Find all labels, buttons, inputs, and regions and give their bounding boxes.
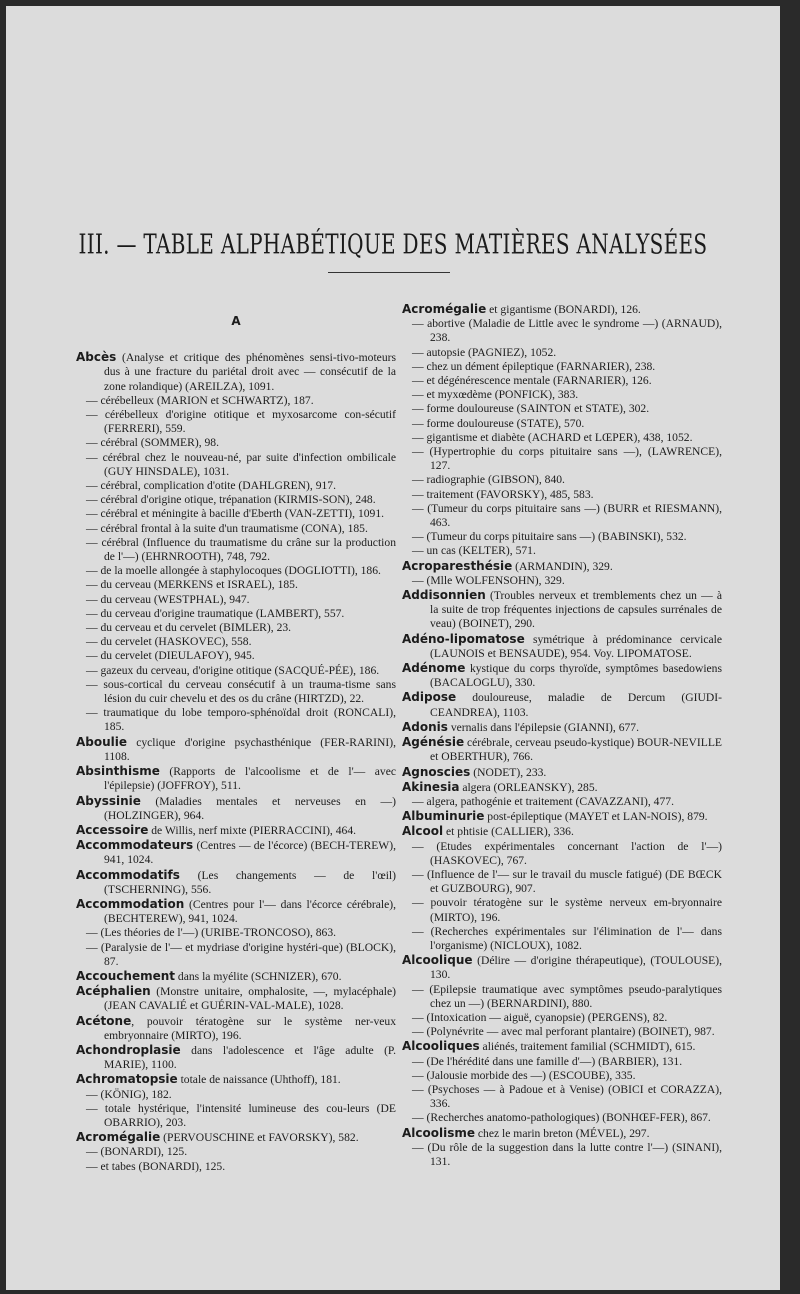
- index-entry: [402, 530, 722, 544]
- index-entry: [76, 868, 396, 897]
- entry-text: — radiographie (GIBSON), 840.: [412, 473, 565, 487]
- entry-text: — traumatique du lobe temporo-sphénoïdal droit (RONCALI), 185.: [86, 706, 396, 734]
- entry-text: — de la moelle allongée à staphylocoques (DOGLIOTTI), 186.: [86, 564, 381, 578]
- entry-heading: Achondroplasie: [76, 1042, 181, 1057]
- entry-text: — cérébral et méningite à bacille d'Eberth (VAN-ZETTI), 1091.: [86, 507, 385, 521]
- index-entry: [76, 1130, 396, 1145]
- entry-text: — (Polynévrite — avec mal perforant plantaire) (BOINET), 987.: [412, 1025, 715, 1039]
- entry-heading: Accommodateurs: [76, 838, 194, 853]
- entry-heading: Adéno-lipomatose: [402, 631, 525, 646]
- index-entry: [402, 302, 722, 317]
- index-entry: [402, 1141, 722, 1169]
- index-entry: [402, 661, 722, 690]
- entry-heading: Agénésie: [402, 735, 465, 750]
- entry-text: — du cerveau (MERKENS et ISRAEL), 185.: [86, 578, 298, 592]
- entry-text: (Centres pour l'— dans l'écorce cérébrale), (BECHTEREW), 941, 1024.: [104, 897, 396, 926]
- entry-text: et phtisie (CALLIER), 336.: [443, 825, 574, 839]
- entry-text: — (Epilepsie traumatique avec symptômes pseudo-paralytiques chez un —) (BERNARDINI), 880.: [412, 982, 722, 1010]
- section-letter: A: [231, 314, 241, 328]
- entry-text: algera (ORLEANSKY), 285.: [459, 780, 598, 794]
- index-entry: [402, 720, 722, 735]
- entry-text: — algera, pathogénie et traitement (CAVAZZANI), 477.: [412, 794, 674, 808]
- entry-text: (Maladies mentales et nerveuses en —) (HOLZINGER), 964.: [104, 794, 396, 822]
- entry-text: (Analyse et critique des phénomènes sensi-tivo-moteurs dus à une fracture du pariétal droit avec — consécutif de la zone rolandique) (AREILZA), 1091.: [104, 351, 396, 393]
- entry-heading: Acétone: [76, 1013, 132, 1028]
- entry-text: — gigantisme et diabète (ACHARD et LŒPER), 438, 1052.: [412, 430, 693, 444]
- index-entry: [402, 374, 722, 388]
- entry-text: — cérébelleux d'origine otitique et myxosarcome con-sécutif (FERRERI), 559.: [86, 408, 396, 436]
- entry-text: — cérébral, complication d'otite (DAHLGREN), 917.: [86, 479, 336, 493]
- entry-text: (Monstre unitaire, omphalosite, —, mylacéphale) (JEAN CAVALIÉ et GUÉRIN-VAL-MALE), 1028.: [104, 985, 396, 1013]
- index-entry: [402, 488, 722, 502]
- entry-text: et gigantisme (BONARDI), 126.: [486, 303, 641, 316]
- entry-text: — forme douloureuse (STATE), 570.: [412, 416, 585, 430]
- entry-text: — (Hypertrophie du corps pituitaire sans —), (LAWRENCE), 127.: [412, 445, 722, 473]
- index-entry: [402, 1011, 722, 1025]
- index-entry: [402, 360, 722, 374]
- index-entry: [402, 809, 722, 824]
- entry-text: — du cerveau d'origine traumatique (LAMBERT), 557.: [86, 606, 345, 620]
- entry-text: — du cervelet (HASKOVEC), 558.: [86, 635, 252, 649]
- entry-text: douloureuse, maladie de Dercum (GIUDI-CEANDREA), 1103.: [430, 691, 722, 719]
- entry-text: — (Tumeur du corps pituitaire sans —) (BURR et RIESMANN), 463.: [412, 501, 722, 530]
- entry-text: — (Intoxication — aiguë, cyanopsie) (PERGENS), 82.: [412, 1010, 668, 1024]
- entry-heading: Acéphalien: [76, 984, 151, 999]
- index-entry: [402, 417, 722, 431]
- index-entry: [76, 706, 396, 734]
- entry-text: — traitement (FAVORSKY), 485, 583.: [412, 487, 594, 501]
- entry-text: — (Influence de l'— sur le travail du muscle fatigué) (DE BŒCK et GUZBOURG), 907.: [412, 867, 722, 896]
- index-entry: [402, 1055, 722, 1069]
- entry-text: post-épileptique (MAYET et LAN-NOIS), 879.: [484, 810, 708, 824]
- index-entry: [76, 607, 396, 621]
- entry-heading: Accessoire: [76, 822, 149, 837]
- index-entry: [402, 824, 722, 839]
- entry-text: — totale hystérique, l'intensité lumineuse des cou-leurs (DE OBARRIO), 203.: [86, 1101, 396, 1129]
- entry-text: — (Paralysie de l'— et mydriase d'origine hystéri-que) (BLOCK), 87.: [86, 940, 396, 968]
- entry-heading: Accommodation: [76, 896, 185, 911]
- entry-text: , pouvoir tératogène sur le système ner-veux embryonnaire (MIRTO), 196.: [104, 1014, 396, 1042]
- entry-heading: Albuminurie: [402, 809, 485, 824]
- left-column: [76, 306, 396, 1174]
- entry-text: — (Psychoses — à Padoue et à Venise) (OBICI et CORAZZA), 336.: [412, 1082, 722, 1111]
- index-entry: [402, 473, 722, 487]
- entry-text: dans l'adolescence et l'âge adulte (P. MARIE), 1100.: [104, 1043, 396, 1072]
- index-entry: [76, 507, 396, 521]
- index-entry: [76, 408, 396, 436]
- index-entry: [76, 436, 396, 450]
- index-entry: [402, 1025, 722, 1039]
- entry-heading: Acromégalie: [402, 302, 487, 316]
- entry-text: dans la myélite (SCHNIZER), 670.: [175, 969, 342, 983]
- index-entry: [76, 621, 396, 635]
- index-entry: [76, 479, 396, 493]
- entry-text: — (Les théories de l'—) (URIBE-TRONCOSO), 863.: [86, 926, 337, 940]
- index-entry: [402, 502, 722, 530]
- index-entry: [76, 1072, 396, 1087]
- index-entry: [402, 317, 722, 345]
- entry-heading: Achromatopsie: [76, 1072, 178, 1087]
- entry-heading: Aboulie: [76, 734, 128, 749]
- entry-text: (Rapports de l'alcoolisme et de l'— avec l'épilepsie) (JOFFROY), 511.: [104, 765, 396, 793]
- entry-text: (Centres — de l'écorce) (BECH-TEREW), 941, 1024.: [104, 839, 396, 867]
- entry-text: totale de naissance (Uhthoff), 181.: [177, 1073, 341, 1087]
- entry-text: — chez un dément épileptique (FARNARIER), 238.: [412, 359, 656, 373]
- index-entry: [76, 926, 396, 940]
- title-divider: [328, 272, 450, 273]
- index-entry: [402, 1039, 722, 1054]
- entry-heading: Abyssinie: [76, 793, 141, 808]
- index-entry: [402, 346, 722, 360]
- entry-text: de Willis, nerf mixte (PIERRACCINI), 464.: [148, 823, 357, 837]
- index-entry: [402, 690, 722, 719]
- entry-text: — sous-cortical du cerveau consécutif à un trauma-tisme sans lésion du cuir chevelu et des os du crâne (HIRTZD), 22.: [86, 677, 396, 706]
- entry-heading: Alcool: [402, 824, 444, 839]
- index-entry: [402, 840, 722, 868]
- page-title: III. — TABLE ALPHABÉTIQUE DES MATIÈRES ANALYSÉES: [78, 227, 708, 261]
- index-entry: [76, 593, 396, 607]
- entry-text: — cérébral frontal à la suite d'un traumatisme (CONA), 185.: [86, 521, 368, 535]
- index-entry: [76, 897, 396, 926]
- index-entry: [402, 1083, 722, 1111]
- entry-text: — cérébelleux (MARION et SCHWARTZ), 187.: [86, 393, 314, 407]
- index-entry: [76, 350, 396, 394]
- entry-text: (ARMANDIN), 329.: [512, 559, 613, 573]
- entry-text: (NODET), 233.: [470, 765, 547, 779]
- entry-text: chez le marin breton (MÉVEL), 297.: [475, 1126, 650, 1140]
- entry-text: cyclique d'origine psychasthénique (FER-RARINI), 1108.: [104, 735, 396, 763]
- entry-text: (Troubles nerveux et tremblements chez un — à la suite de trop fréquentes injections de capsules surrénales de veau) (BOINET), 290.: [430, 589, 722, 631]
- index-entry: [76, 451, 396, 479]
- index-entry: [402, 1126, 722, 1141]
- index-entry: [402, 544, 722, 558]
- entry-heading: Alcoolisme: [402, 1125, 476, 1140]
- entry-text: — cérébral (Influence du traumatisme du crâne sur la production de l'—) (EHRNROOTH), 748, 792.: [86, 535, 396, 564]
- entry-text: (Les changements — de l'œil) (TSCHERNING), 556.: [104, 868, 396, 896]
- index-entry: [402, 953, 722, 982]
- left-entries: [76, 350, 396, 1174]
- index-entry: [76, 735, 396, 764]
- index-entry: [76, 394, 396, 408]
- index-entry: [76, 493, 396, 507]
- entry-text: — (Recherches expérimentales sur l'élimination de l'— dans l'organisme) (NICLOUX), 1082.: [412, 924, 722, 952]
- entry-text: — du cerveau et du cervelet (BIMLER), 23.: [86, 621, 292, 635]
- index-entry: [402, 388, 722, 402]
- entry-text: — du cerveau (WESTPHAL), 947.: [86, 592, 250, 606]
- entry-heading: Agnoscies: [402, 764, 471, 779]
- entry-heading: Acroparesthésie: [402, 558, 513, 573]
- index-entry: [402, 431, 722, 445]
- entry-text: — cérébral d'origine otique, trépanation (KIRMIS-SON), 248.: [86, 493, 376, 507]
- index-entry: [76, 1145, 396, 1159]
- index-entry: [76, 678, 396, 706]
- entry-text: — et dégénérescence mentale (FARNARIER), 126.: [412, 374, 652, 388]
- entry-heading: Accouchement: [76, 968, 176, 983]
- entry-text: — (Etudes expérimentales concernant l'action de l'—) (HASKOVEC), 767.: [412, 839, 722, 867]
- index-entry: [402, 868, 722, 896]
- entry-text: (PERVOUSCHINE et FAVORSKY), 582.: [160, 1131, 359, 1145]
- entry-text: — abortive (Maladie de Little avec le syndrome —) (ARNAUD), 238.: [412, 317, 722, 345]
- entry-text: — (Tumeur du corps pituitaire sans —) (BABINSKI), 532.: [412, 530, 687, 544]
- entry-text: — (KÖNIG), 182.: [86, 1087, 172, 1101]
- entry-text: — et myxœdème (PONFICK), 383.: [412, 388, 579, 402]
- index-entry: [402, 1111, 722, 1125]
- index-entry: [76, 969, 396, 984]
- index-entry: [402, 445, 722, 473]
- entry-heading: Absinthisme: [76, 764, 160, 779]
- index-entry: [402, 765, 722, 780]
- index-entry: [76, 941, 396, 969]
- entry-text: — (Mlle WOLFENSOHN), 329.: [412, 573, 565, 587]
- entry-text: symétrique à prédominance cervicale (LAUNOIS et BENSAUDE), 954. Voy. LIPOMATOSE.: [430, 632, 722, 660]
- index-entry: [402, 896, 722, 924]
- entry-text: — (Recherches anatomo-pathologiques) (BONHŒF-FER), 867.: [412, 1111, 711, 1125]
- index-entry: [402, 588, 722, 632]
- entry-text: — (De l'hérédité dans une famille d'—) (BARBIER), 131.: [412, 1054, 683, 1068]
- index-entry: [76, 1014, 396, 1043]
- entry-heading: Alcooliques: [402, 1039, 480, 1054]
- entry-text: — (BONARDI), 125.: [86, 1145, 188, 1159]
- index-entry: [76, 649, 396, 663]
- entry-text: aliénés, traitement familial (SCHMIDT), 615.: [479, 1040, 696, 1054]
- index-entry: [402, 780, 722, 795]
- entry-text: — (Jalousie morbide des —) (ESCOUBE), 335.: [412, 1068, 636, 1082]
- index-entry: [76, 823, 396, 838]
- index-entry: [76, 522, 396, 536]
- document-page: [6, 6, 780, 1290]
- entry-heading: Acromégalie: [76, 1130, 161, 1145]
- entry-text: — et tabes (BONARDI), 125.: [86, 1159, 226, 1173]
- index-entry: [402, 983, 722, 1011]
- entry-text: — un cas (KELTER), 571.: [412, 544, 536, 558]
- entry-text: — du cervelet (DIEULAFOY), 945.: [86, 649, 255, 663]
- entry-heading: Accommodatifs: [76, 867, 180, 882]
- index-entry: [402, 402, 722, 416]
- index-entry: [402, 559, 722, 574]
- entry-text: kystique du corps thyroïde, symptômes basedowiens (BACALOGLU), 330.: [430, 662, 722, 690]
- entry-heading: Adipose: [402, 690, 457, 705]
- entry-text: vernalis dans l'épilepsie (GIANNI), 677.: [447, 720, 640, 734]
- index-entry: [76, 1160, 396, 1174]
- entry-text: — pouvoir tératogène sur le système nerveux em-bryonnaire (MIRTO), 196.: [412, 896, 722, 924]
- entry-heading: Adonis: [402, 719, 448, 734]
- index-entry: [76, 838, 396, 867]
- index-entry: [76, 635, 396, 649]
- index-entry: [76, 1102, 396, 1130]
- index-entry: [76, 1088, 396, 1102]
- entry-text: — autopsie (PAGNIEZ), 1052.: [412, 345, 557, 359]
- index-entry: [76, 564, 396, 578]
- entry-text: — cérébral chez le nouveau-né, par suite d'infection ombilicale (GUY HINSDALE), 1031.: [86, 450, 396, 478]
- index-entry: [402, 925, 722, 953]
- index-entry: [76, 664, 396, 678]
- entry-heading: Alcoolique: [402, 953, 473, 968]
- entry-text: — cérébral (SOMMER), 98.: [86, 436, 219, 450]
- index-entry: [402, 795, 722, 809]
- entry-heading: Adénome: [402, 661, 466, 676]
- entry-text: — forme douloureuse (SAINTON et STATE), 302.: [412, 402, 650, 416]
- index-entry: [76, 1043, 396, 1072]
- index-entry: [76, 536, 396, 564]
- index-entry: [402, 574, 722, 588]
- entry-text: (Délire — d'origine thérapeutique), (TOULOUSE), 130.: [430, 954, 722, 982]
- entry-text: — (Du rôle de la suggestion dans la lutte contre l'—) (SINANI), 131.: [412, 1140, 722, 1168]
- right-column: [402, 302, 722, 1169]
- entry-heading: Abcès: [76, 350, 117, 365]
- index-entry: [76, 794, 396, 823]
- entry-heading: Addisonnien: [402, 588, 486, 603]
- entry-text: cérébrale, cerveau pseudo-kystique) BOUR-NEVILLE et OBERTHUR), 766.: [430, 736, 722, 764]
- index-entry: [76, 764, 396, 793]
- index-entry: [402, 1069, 722, 1083]
- index-entry: [76, 984, 396, 1013]
- index-entry: [76, 578, 396, 592]
- entry-heading: Akinesia: [402, 779, 460, 794]
- index-entry: [402, 735, 722, 764]
- right-entries: [402, 302, 722, 1169]
- entry-text: — gazeux du cerveau, d'origine otitique (SACQUÉ-PÉE), 186.: [86, 663, 380, 677]
- index-entry: [402, 632, 722, 661]
